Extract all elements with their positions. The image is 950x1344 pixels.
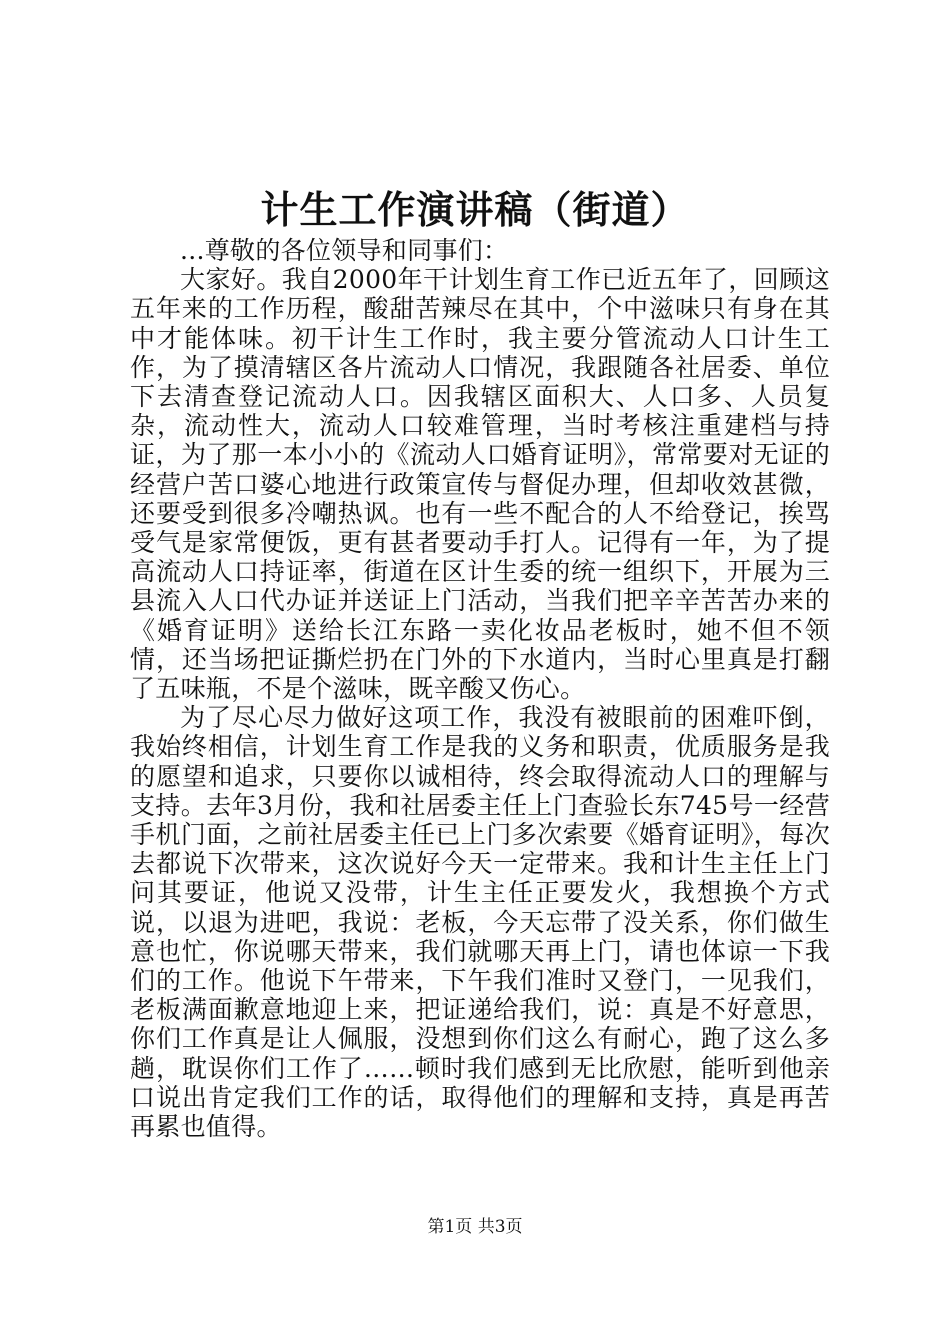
paragraph-1: 大家好。我自2000年干计划生育工作已近五年了，回顾这五年来的工作历程，酸甜苦辣尽在其中，个中滋味只有身在其中才能体味。初干计生工作时，我主要分管流动人口计生工作，为了摸清辖区各片流动人口情况，我跟随各社居委、单位下去清查登记流动人口。因我辖区面积大、人口多、人员复杂，流动性大，流动人口较难管理，当时考核注重建档与持证，为了那一本小小的《流动人口婚育证明》，常常要对无证的经营户苦口婆心地进行政策宣传与督促办理，但却收效甚微，还要受到很多冷嘲热讽。也有一些不配合的人不给登记，挨骂受气是家常便饭，更有甚者要动手打人。记得有一年，为了提高流动人口持证率，街道在区计生委的统一组织下，开展为三县流入人口代办证并送证上门活动，当我们把辛辛苦苦办来的《婚育证明》送给长江东路一卖化妆品老板时，她不但不领情，还当场把证撕烂扔在门外的下水道内，当时心里真是打翻了五味瓶，不是个滋味，既辛酸又伤心。: [130, 265, 830, 704]
paragraph-2: 为了尽心尽力做好这项工作，我没有被眼前的困难吓倒，我始终相信，计划生育工作是我的义务和职责，优质服务是我的愿望和追求，只要你以诚相待，终会取得流动人口的理解与支持。去年3月份，我和社居委主任上门查验长东745号一经营手机门面，之前社居委主任已上门多次索要《婚育证明》，每次去都说下次带来，这次说好今天一定带来。我和计生主任上门问其要证，他说又没带，计生主任正要发火，我想换个方式说，以退为进吧，我说：老板，今天忘带了没关系，你们做生意也忙，你说哪天带来，我们就哪天再上门，请也体谅一下我们的工作。他说下午带来，下午我们准时又登门，一见我们，老板满面歉意地迎上来，把证递给我们，说：真是不好意思，你们工作真是让人佩服，没想到你们这么有耐心，跑了这么多趟，耽误你们工作了……顿时我们感到无比欣慰，能听到他亲口说出肯定我们工作的话，取得他们的理解和支持，真是再苦再累也值得。: [130, 703, 830, 1142]
document-body: [130, 236, 830, 1141]
salutation: ...尊敬的各位领导和同事们：: [180, 236, 509, 265]
document-title: 计生工作演讲稿（街道）: [260, 187, 690, 232]
page-footer: 第1页 共3页: [427, 1217, 523, 1237]
